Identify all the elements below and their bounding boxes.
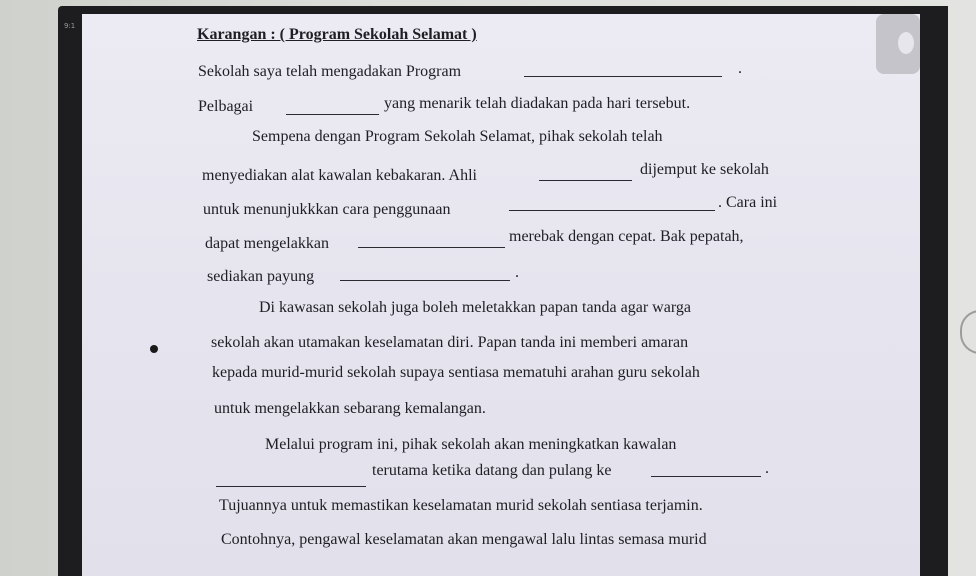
text-line: kepada murid-murid sekolah supaya sentiasa mematuhi arahan guru sekolah	[212, 364, 700, 381]
text-line: Pelbagai	[198, 98, 254, 115]
text-line: untuk menunjukkkan cara penggunaan	[203, 201, 451, 218]
home-button-icon[interactable]	[876, 14, 920, 74]
blank-field[interactable]	[524, 76, 722, 77]
text-line: . Cara ini	[718, 194, 778, 211]
blank-field[interactable]	[286, 114, 379, 115]
text-line: untuk mengelakkan sebarang kemalangan.	[214, 400, 486, 417]
text-line: Tujuannya untuk memastikan keselamatan murid sekolah sentiasa terjamin.	[219, 497, 703, 514]
blank-field[interactable]	[651, 476, 761, 477]
blank-field[interactable]	[539, 180, 632, 181]
camera-dot-icon	[150, 345, 158, 353]
blank-field[interactable]	[358, 247, 505, 248]
text-line: menyediakan alat kawalan kebakaran. Ahli	[202, 167, 477, 184]
text-line: sediakan payung	[207, 268, 315, 285]
text-line: yang menarik telah diadakan pada hari tersebut.	[384, 95, 691, 112]
text-line: dapat mengelakkan	[205, 235, 329, 252]
text-line: Di kawasan sekolah juga boleh meletakkan papan tanda agar warga	[259, 299, 691, 316]
blank-field[interactable]	[509, 210, 715, 211]
text-line: .	[738, 60, 742, 77]
blank-field[interactable]	[216, 486, 366, 487]
text-line: .	[765, 460, 769, 477]
blank-field[interactable]	[340, 280, 510, 281]
text-line: merebak dengan cepat. Bak pepatah,	[509, 228, 744, 245]
worksheet-title: Karangan : ( Program Sekolah Selamat )	[197, 26, 477, 43]
text-line: Contohnya, pengawal keselamatan akan mengawal lalu lintas semasa murid	[221, 531, 707, 548]
text-line: Sempena dengan Program Sekolah Selamat, pihak sekolah telah	[252, 128, 663, 145]
text-line: Melalui program ini, pihak sekolah akan meningkatkan kawalan	[265, 436, 677, 453]
text-line: Sekolah saya telah mengadakan Program	[198, 63, 462, 80]
text-line: .	[515, 264, 519, 281]
text-line: sekolah akan utamakan keselamatan diri. Papan tanda ini memberi amaran	[211, 334, 689, 351]
side-handle-icon	[960, 310, 976, 354]
text-line: dijemput ke sekolah	[640, 161, 769, 178]
text-line: terutama ketika datang dan pulang ke	[372, 462, 612, 479]
status-time: 9:1	[64, 22, 76, 30]
